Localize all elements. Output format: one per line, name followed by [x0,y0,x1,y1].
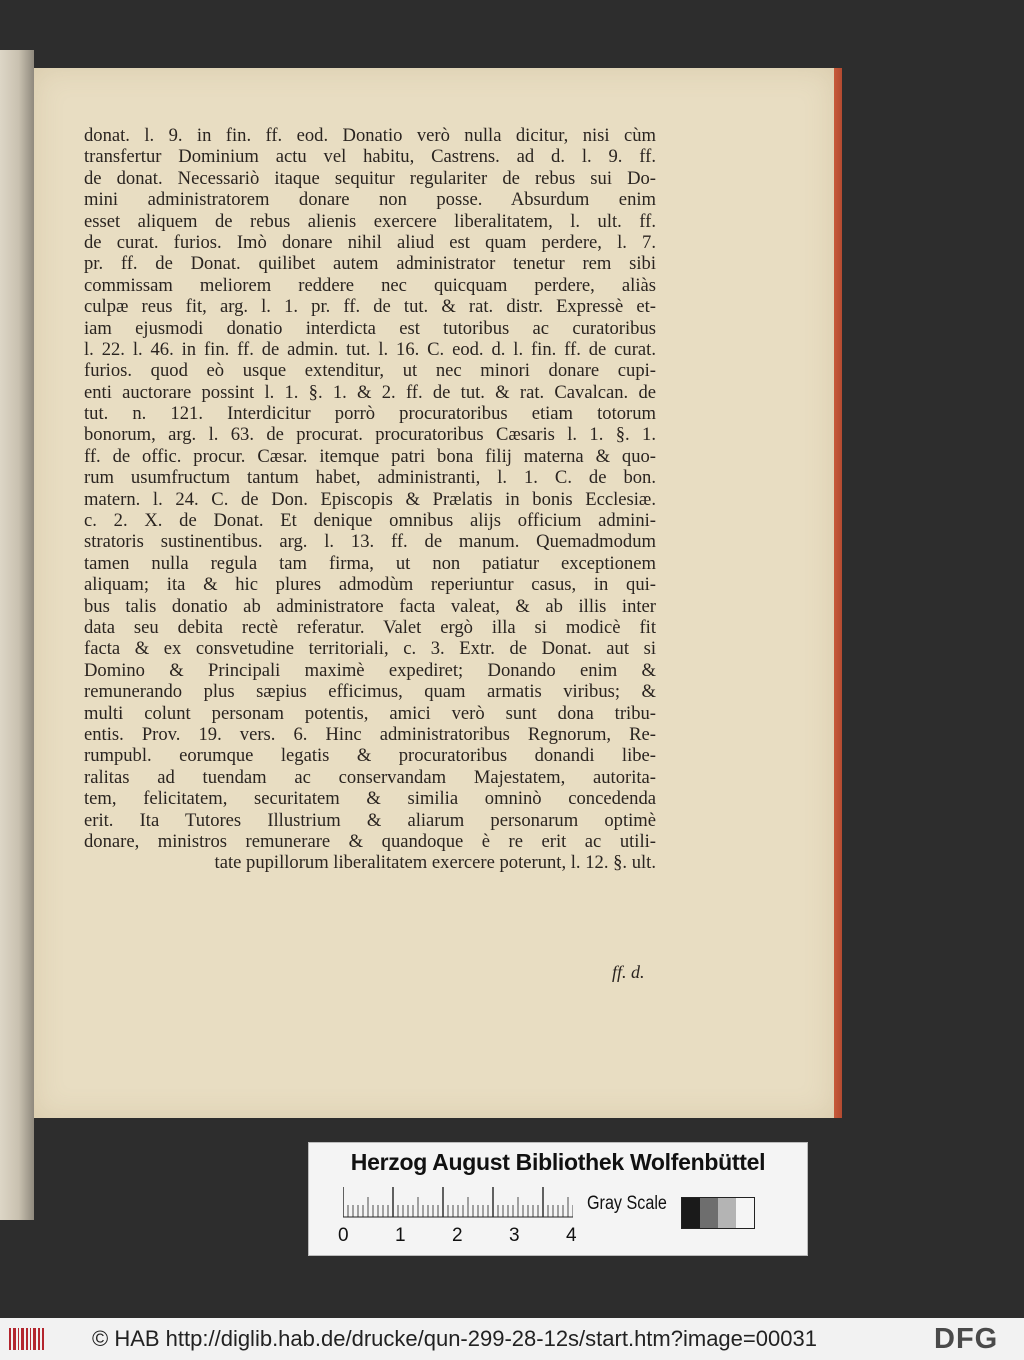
text-line: tem, felicitatem, securitatem & similia omninò concedenda [84,788,656,810]
text-line: donare, ministros remunerare & quandoque è re erit ac utili- [84,830,656,852]
gray-swatch [718,1198,736,1228]
text-line: bus talis donatio ab administratore facta valeat, & ab illis inter [84,595,656,617]
ruler-number: 2 [452,1225,463,1246]
text-line: tamen nulla regula tam firma, ut non patiatur exceptionem [84,552,656,574]
text-line: de curat. furios. Imò donare nihil aliud est quam perdere, l. 7. [84,231,656,253]
text-line: bonorum, arg. l. 63. de procurat. procuratoribus Cæsaris l. 1. §. 1. [84,424,656,446]
text-line: enti auctorare possint l. 1. §. 1. & 2. ff. de tut. & rat. Cavalcan. de [84,381,656,403]
text-line: mini administratorem donare non posse. Absurdum enim [84,189,656,211]
text-line: entis. Prov. 19. vers. 6. Hinc administratoribus Regnorum, Re- [84,723,656,745]
ruler-number: 0 [338,1225,349,1246]
text-line: tut. n. 121. Interdicitur porrò procuratoribus etiam totorum [84,403,656,425]
text-line: ralitas ad tuendam ac conservandam Majestatem, autorita- [84,766,656,788]
text-line: rumpubl. eorumque legatis & procuratoribus donandi libe- [84,745,656,767]
text-line: matern. l. 24. C. de Don. Episcopis & Prælatis in bonis Ecclesiæ. [84,488,656,510]
page-text [84,125,656,874]
text-line: Domino & Principali maximè expediret; Donando enim & [84,659,656,681]
text-line: stratoris sustinentibus. arg. l. 13. ff. de manum. Quemadmodum [84,531,656,553]
gray-swatch [682,1198,700,1228]
gray-scale-bar [681,1197,755,1229]
text-line: pr. ff. de Donat. quilibet autem administrator tenetur rem sibi [84,253,656,275]
catchword-text: ff. d. [612,962,645,982]
gray-swatch [736,1198,754,1228]
text-line: aliquam; ita & hic plures admodùm reperiuntur casus, in qui- [84,574,656,596]
viewer-footer [0,1318,1024,1360]
text-line: furios. quod eò usque extenditur, ut nec minori donare cupi- [84,360,656,382]
gray-scale-label: Gray Scale [587,1193,667,1214]
text-line: tate pupillorum liberalitatem exercere poterunt, l. 12. §. ult. [214,852,656,874]
text-line: c. 2. X. de Donat. Et denique omnibus alijs officium admini- [84,510,656,532]
color-scale-card [308,1142,808,1256]
text-line: transfertur Dominium actu vel habitu, Castrens. ad d. l. 9. ff. [84,146,656,168]
ruler-number: 4 [566,1225,577,1246]
text-line: commissam meliorem reddere nec quicquam perdere, aliàs [84,274,656,296]
ruler [343,1187,573,1227]
page-red-edge [834,68,842,1118]
text-line: l. 22. l. 46. in fin. ff. de admin. tut. l. 16. C. eod. d. l. fin. ff. de curat. [84,338,656,360]
text-line: culpæ reus fit, arg. l. 1. pr. ff. de tut. & rat. distr. Expressè et- [84,296,656,318]
source-link[interactable]: © HAB http://diglib.hab.de/drucke/qun-299-28-12s/start.htm?image=00031 [92,1326,817,1351]
text-line: facta & ex consvetudine territoriali, c. 3. Extr. de Donat. aut si [84,638,656,660]
text-line: remunerando plus sæpius efficimus, quam armatis viribus; & [84,681,656,703]
text-line: esset aliquem de rebus alienis exercere liberalitatem, l. ult. ff. [84,210,656,232]
text-line: data seu debita rectè referatur. Valet ergò illa si modicè fit [84,616,656,638]
text-line: donat. l. 9. in fin. ff. eod. Donatio verò nulla dicitur, nisi cùm [84,125,656,146]
text-line: multi colunt personam potentis, amici verò sunt dona tribu- [84,702,656,724]
ruler-number: 1 [395,1225,406,1246]
barcode-icon [8,1326,46,1352]
text-line: rum usumfructum tantum habet, administranti, l. 1. C. de bon. [84,467,656,489]
text-line: ff. de offic. procur. Cæsar. itemque patri bona filij materna & quo- [84,445,656,467]
gray-swatch [700,1198,718,1228]
text-line: erit. Ita Tutores Illustrium & aliarum personarum optimè [84,809,656,831]
dfg-logo: DFG [934,1323,999,1355]
book-left-edge [0,50,34,1220]
library-name: Herzog August Bibliothek Wolfenbüttel [350,1149,766,1175]
text-line: de donat. Necessariò itaque sequitur regulariter de rebus sui Do- [84,167,656,189]
ruler-number: 3 [509,1225,520,1246]
text-line: iam ejusmodi donatio interdicta est tutoribus ac curatoribus [84,317,656,339]
